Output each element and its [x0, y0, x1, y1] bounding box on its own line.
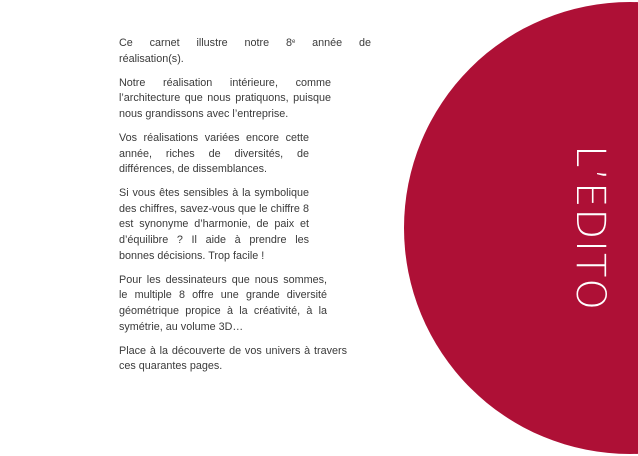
paragraph-interior: Notre réalisation intérieure, comme l’architecture que nous pratiquons, puisque nous grandissons avec l’entreprise. — [119, 76, 331, 120]
intro-first-line — [119, 36, 371, 52]
edito-body — [119, 36, 371, 383]
edito-title: L’EDITO — [567, 145, 613, 311]
intro-text-before-superscript: Ce carnet illustre notre 8 — [119, 37, 292, 49]
paragraph-designers: Pour les dessinateurs que nous sommes, le multiple 8 offre une grande diversité géométrique propice à la créativité, à la symétrie, au volume 3D… — [119, 273, 327, 333]
paragraph-achievements: Vos réalisations variées encore cette année, riches de diversités, de différences, de dissemblances. — [119, 131, 309, 176]
paragraph-symbolism: Si vous êtes sensibles à la symbolique des chiffres, savez-vous que le chiffre 8 est synonyme d’harmonie, de paix et d’équilibre ? Il aide à prendre les bonnes décisions. Trop facile ! — [119, 187, 309, 262]
intro-text-after-superscript: année de — [295, 37, 371, 49]
paragraph-closing: Place à la découverte de vos univers à travers ces quarantes pages. — [119, 344, 347, 373]
superscript-ordinal: e — [291, 39, 296, 45]
intro-second-line: réalisation(s). — [119, 52, 184, 65]
paragraph-intro — [119, 36, 371, 67]
